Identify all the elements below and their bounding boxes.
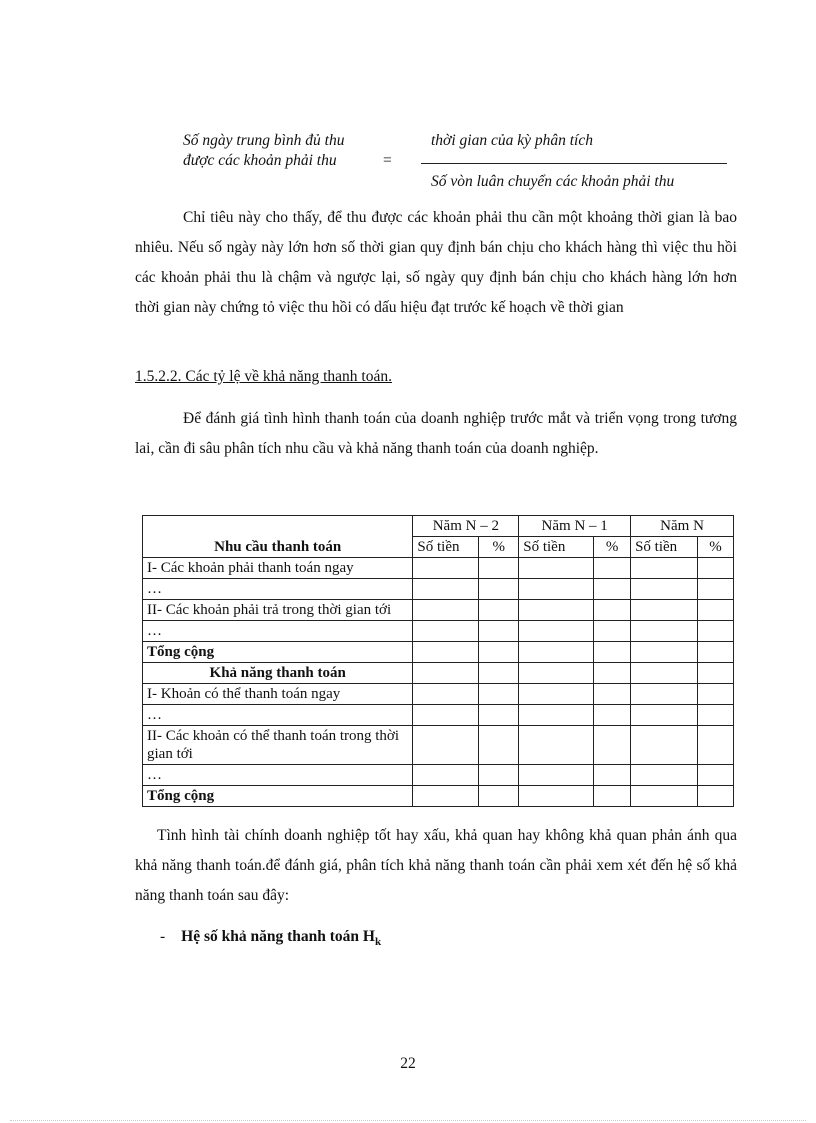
- page-bottom-border: [10, 1120, 806, 1121]
- row-label: …: [143, 579, 413, 600]
- table-row: [143, 786, 734, 807]
- table-row: [143, 765, 734, 786]
- bullet-liquidity-ratio: [160, 928, 381, 948]
- subheader-amount: Số tiền: [631, 537, 698, 558]
- table-row: [143, 579, 734, 600]
- formula-equals: =: [383, 152, 392, 169]
- subheader-percent: %: [697, 537, 733, 558]
- table-header-row: [143, 516, 734, 537]
- table-row: [143, 663, 734, 684]
- row-label: II- Các khoản phải trả trong thời gian tới: [143, 600, 413, 621]
- paragraph-intro-table: [135, 404, 737, 464]
- table-row: [143, 684, 734, 705]
- row-label: …: [143, 621, 413, 642]
- section-heading: 1.5.2.2. Các tỷ lệ về khả năng thanh toán.: [135, 368, 392, 385]
- table-row: [143, 642, 734, 663]
- row-label: I- Khoản có thể thanh toán ngay: [143, 684, 413, 705]
- formula-denominator: Số vòn luân chuyển các khoản phải thu: [431, 173, 675, 190]
- fraction-line: [421, 163, 727, 164]
- bullet-dash: -: [160, 928, 166, 945]
- row-label: …: [143, 705, 413, 726]
- paragraph-3-text: Tình hình tài chính doanh nghiệp tốt hay xấu, khả quan hay không khả quan phản ánh qua khả năng thanh toán.để đánh giá, phân tích khả năng thanh toán cần phải xem xét đến hệ số khả năng thanh toán sau đây:: [135, 827, 737, 904]
- header-year-n: Năm N: [631, 516, 734, 537]
- bullet-subscript: k: [374, 936, 382, 949]
- paragraph-2-text: Để đánh giá tình hình thanh toán của doanh nghiệp trước mắt và triển vọng trong tương lai, cần đi sâu phân tích nhu cầu và khả năng thanh toán của doanh nghiệp.: [135, 410, 737, 457]
- row-label: I- Các khoản phải thanh toán ngay: [143, 558, 413, 579]
- subheader-percent: %: [479, 537, 519, 558]
- row-label: II- Các khoản có thể thanh toán trong thời gian tới: [143, 726, 413, 765]
- formula-left-line1: Số ngày trung bình đủ thu: [183, 132, 345, 149]
- subheader-amount: Số tiền: [413, 537, 479, 558]
- payment-table: [142, 515, 734, 807]
- header-year-n-2: Năm N – 2: [413, 516, 519, 537]
- table-row: [143, 600, 734, 621]
- formula-block: [183, 130, 743, 200]
- header-year-n-1: Năm N – 1: [519, 516, 631, 537]
- row-label-solvency-heading: Khả năng thanh toán: [143, 663, 413, 684]
- table-row: [143, 705, 734, 726]
- row-label-total: Tổng cộng: [143, 786, 413, 807]
- formula-left-line2: được các khoản phải thu: [183, 152, 337, 169]
- table-row: [143, 558, 734, 579]
- table-row: [143, 621, 734, 642]
- bullet-text: Hệ số khả năng thanh toán H: [181, 928, 375, 945]
- formula-numerator: thời gian của kỳ phân tích: [431, 132, 593, 149]
- paragraph-collection-days: [135, 203, 737, 323]
- subheader-amount: Số tiền: [519, 537, 594, 558]
- table-row: [143, 726, 734, 765]
- paragraph-financial-situation: [135, 821, 737, 911]
- paragraph-1-text: Chỉ tiêu này cho thấy, để thu được các khoản phải thu cần một khoảng thời gian là bao nhiêu. Nếu số ngày này lớn hơn số thời gian quy định bán chịu cho khách hàng thì việc thu hồi các khoản phải thu là chậm và ngược lại, số ngày quy định bán chịu cho khách hàng lớn hơn thời gian này chứng tỏ việc thu hồi có dấu hiệu đạt trước kế hoạch về thời gian: [135, 209, 737, 316]
- row-label: …: [143, 765, 413, 786]
- subheader-percent: %: [594, 537, 631, 558]
- row-label-total: Tổng cộng: [143, 642, 413, 663]
- header-payment-needs: Nhu cầu thanh toán: [143, 516, 413, 558]
- page-number: 22: [400, 1055, 416, 1072]
